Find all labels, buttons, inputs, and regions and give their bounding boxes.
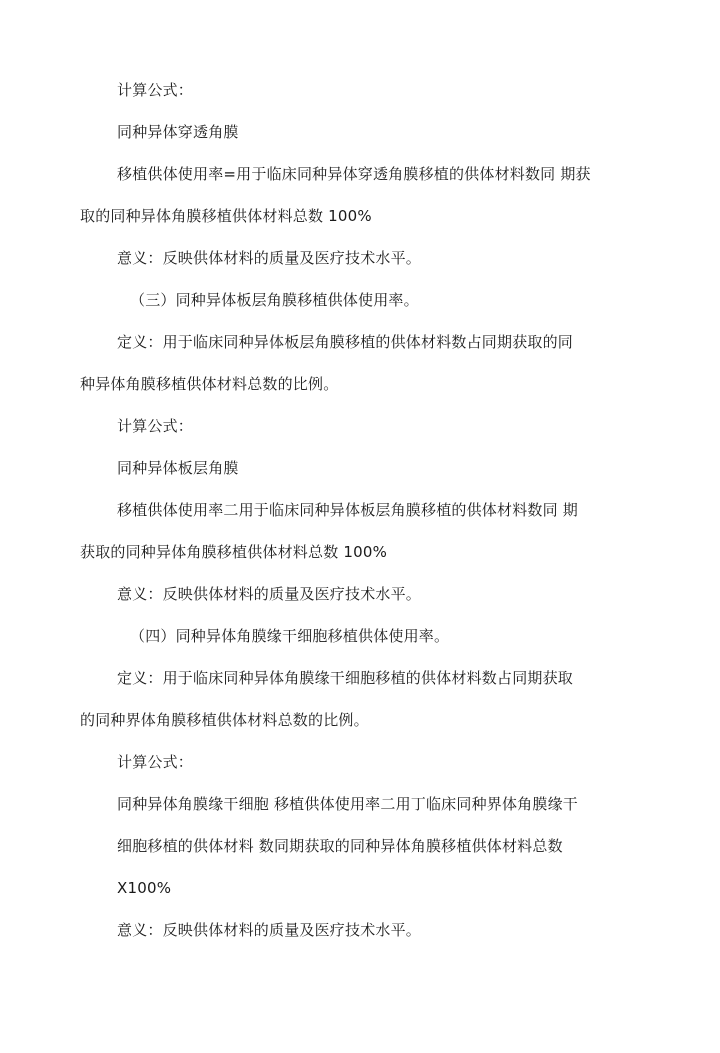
formula-subject: 同种异体板层角膜 bbox=[117, 459, 239, 477]
formula-text-line: 移植供体使用率二用于临床同种异体板层角膜移植的供体材料数同 期 bbox=[117, 501, 578, 519]
formula-text-line: X100% bbox=[117, 879, 172, 897]
formula-label: 计算公式： bbox=[117, 417, 194, 435]
meaning-paragraph: 意义：反映供体材料的质量及医疗技术水平。 bbox=[117, 249, 422, 267]
definition-line: 定义：用于临床同种异体角膜缘干细胞移植的供体材料数占同期获取 bbox=[117, 669, 574, 687]
formula-text-line: 取的同种异体角膜移植供体材料总数 100% bbox=[80, 207, 372, 225]
definition-line: 定义：用于临床同种异体板层角膜移植的供体材料数占同期获取的同 bbox=[117, 333, 574, 351]
definition-line: 种异体角膜移植供体材料总数的比例。 bbox=[80, 375, 339, 393]
formula-text-line: 获取的同种异体角膜移植供体材料总数 100% bbox=[80, 543, 388, 561]
formula-text-line: 同种异体角膜缘干细胞 移植供体使用率二用丁临床同种界体角膜缘干 bbox=[117, 795, 578, 813]
section-heading: （三）同种异体板层角膜移植供体使用率。 bbox=[130, 291, 419, 309]
formula-subject: 同种异体穿透角膜 bbox=[117, 123, 239, 141]
meaning-paragraph: 意义：反映供体材料的质量及医疗技术水平。 bbox=[117, 585, 422, 603]
definition-line: 的同种界体角膜移植供体材料总数的比例。 bbox=[80, 711, 369, 729]
formula-label: 计算公式： bbox=[117, 81, 194, 99]
meaning-paragraph: 意义：反映供体材料的质量及医疗技术水平。 bbox=[117, 921, 422, 939]
formula-label: 计算公式： bbox=[117, 753, 194, 771]
section-heading: （四）同种异体角膜缘干细胞移植供体使用率。 bbox=[130, 627, 450, 645]
formula-text-line: 细胞移植的供体材料 数同期获取的同种异体角膜移植供体材料总数 bbox=[117, 837, 563, 855]
formula-text-line: 移植供体使用率=用于临床同种异体穿透角膜移植的供体材料数同 期获 bbox=[117, 165, 591, 183]
